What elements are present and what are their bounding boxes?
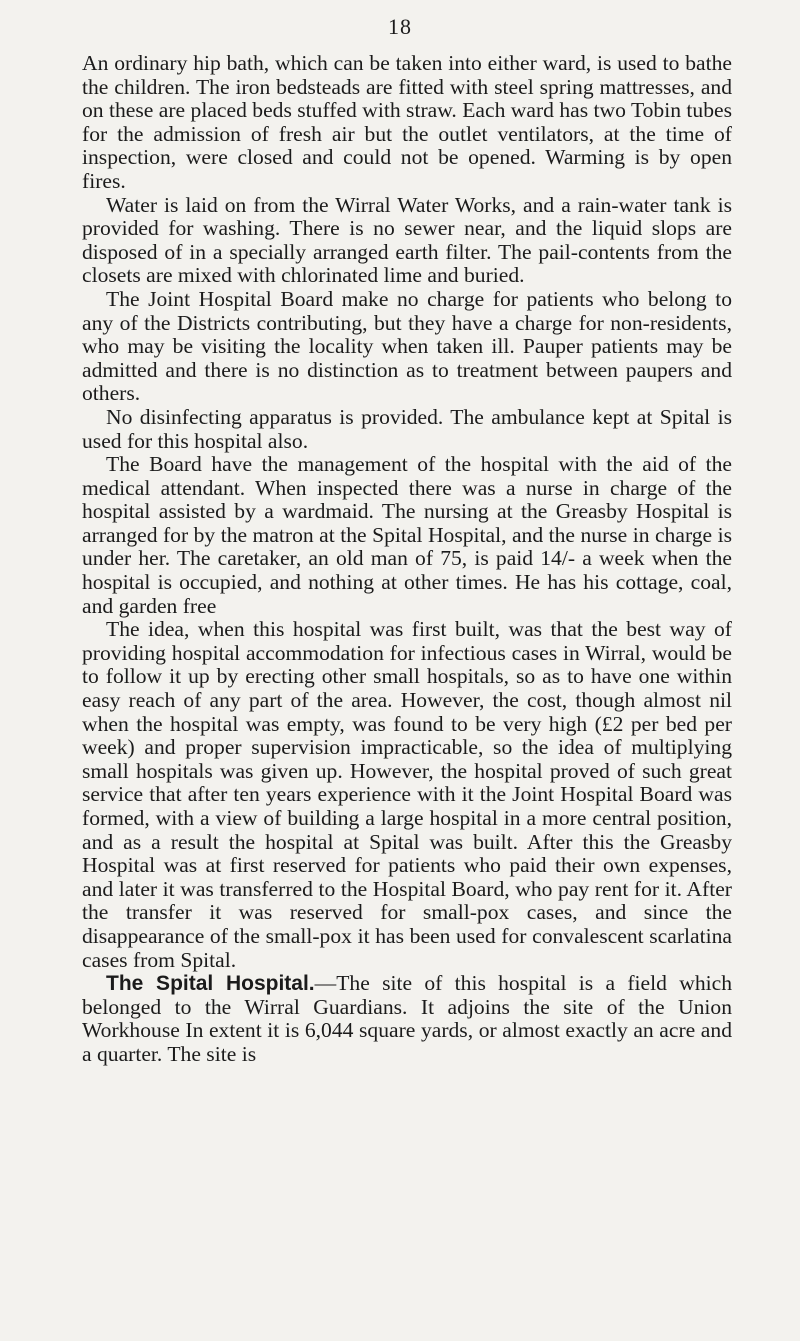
paragraph-charges: The Joint Hospital Board make no charge for patients who belong to any of the Districts contributing, but they have a charge for non-residents, who may be visiting the locality when taken ill. Pauper patients may be admitted and there is no distinction as to treatment between paupers and others.	[82, 286, 732, 406]
paragraph-hip-bath: An ordinary hip bath, which can be taken into either ward, is used to bathe the children. The iron bedsteads are fitted with steel spring mattresses, and on these are placed beds stuffed with straw. Each ward has two Tobin tubes for the admission of fresh air but the outlet ventilators, at the time of inspection, were closed and could not be opened. Warming is by open fires.	[82, 51, 732, 193]
paragraph-management: The Board have the management of the hospital with the aid of the medical attendant. When inspected there was a nurse in charge of the hospital assisted by a wardmaid. The nursing at the Greasby Hospital is arranged for by the matron at the Spital Hospital, and the nurse in charge is under her. The caretaker, an old man of 75, is paid 14/- a week when the hospital is occupied, and nothing at other times. He has his cottage, coal, and garden free	[82, 452, 732, 618]
section-heading: The Spital Hospital.	[106, 972, 315, 996]
paragraph-disinfection: No disinfecting apparatus is provided. The ambulance kept at Spital is used for this hospital also.	[82, 404, 732, 453]
paragraph-spital-hospital	[82, 972, 732, 1066]
paragraph-water-supply: Water is laid on from the Wirral Water Works, and a rain-water tank is provided for washing. There is no sewer near, and the liquid slops are disposed of in a specially arranged earth filter. The pail-contents from the closets are mixed with chlorinated lime and buried.	[82, 192, 732, 288]
page-number: 18	[388, 14, 412, 39]
page-body	[82, 52, 732, 1067]
paragraph-history: The idea, when this hospital was first built, was that the best way of providing hospital accommodation for infectious cases in Wirral, would be to follow it up by erecting other small hospitals, so as to have one within easy reach of any part of the area. However, the cost, though almost nil when the hospital was empty, was found to be very high (£2 per bed per week) and proper supervision impracticable, so the idea of multiplying small hospitals was given up. However, the hospital proved of such great service that after ten years experience with it the Joint Hospital Board was formed, with a view of building a large hospital in a more central position, and as a result the hospital at Spital was built. After this the Greasby Hospital was at first reserved for patients who paid their own expenses, and later it was transferred to the Hospital Board, who pay rent for it. After the transfer it was reserved for small-pox cases, and since the disappearance of the small-pox it has been used for convalescent scarlatina cases from Spital.	[82, 617, 732, 972]
section-text: —The site of this hospital is a field which belonged to the Wirral Guardians. It adjoins the site of the Union Workhouse In extent it is 6,044 square yards, or almost exactly an acre and a quarter. The site is	[82, 971, 732, 1066]
